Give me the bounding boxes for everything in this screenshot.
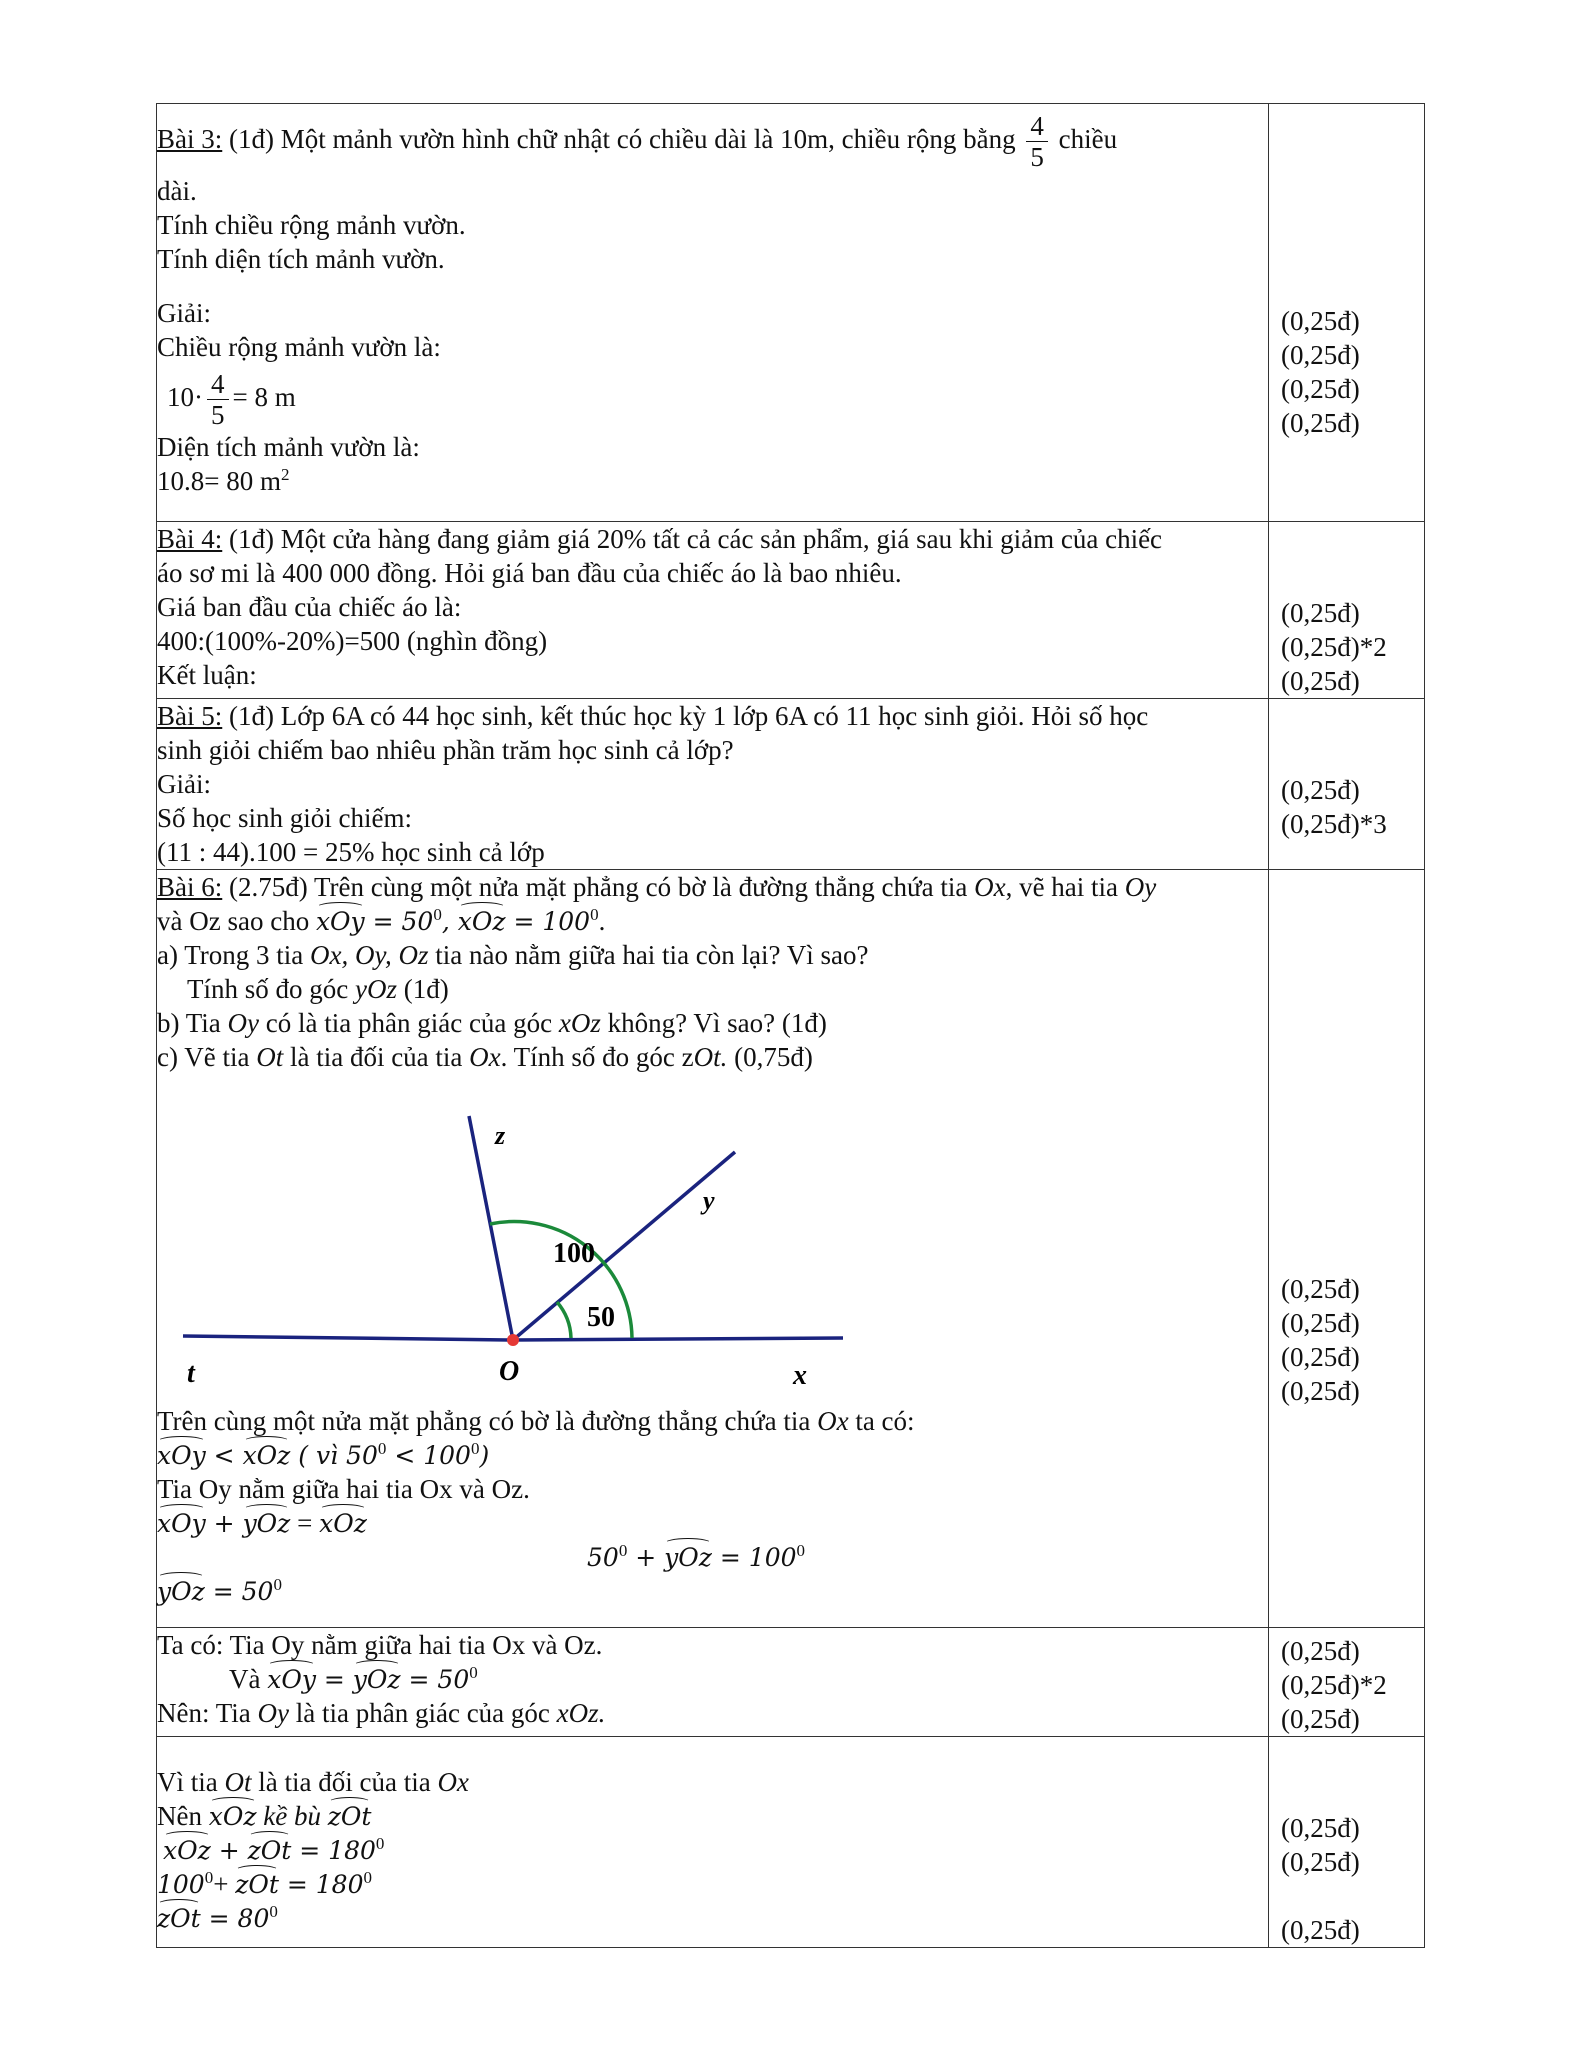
angle-zot: zOt <box>328 1800 372 1834</box>
spacer <box>157 276 1268 296</box>
text: = 50 <box>204 1577 274 1606</box>
text: (2.75đ) Trên cùng một nửa mặt phẳng có bờ là đường thẳng chứa tia <box>222 872 975 902</box>
ray-ot-line <box>183 1336 513 1340</box>
bai6-qb <box>157 1006 1268 1040</box>
bai3-content <box>157 104 1269 522</box>
angle-xoz: xOz <box>163 1834 211 1868</box>
text: kề bù <box>256 1801 328 1831</box>
score: (0,25đ) <box>1281 1813 1360 1843</box>
score: (0,25đ) <box>1281 1847 1360 1877</box>
angle-xoy: xOy <box>157 1439 206 1473</box>
bai3-text: (1đ) Một mảnh vườn hình chữ nhật có chiều dài là 10m, chiều rộng bằng <box>222 124 1016 154</box>
angle-zot: zOt <box>235 1868 279 1902</box>
angle-xoz: xOz <box>458 905 506 939</box>
bai4-content <box>157 522 1269 699</box>
bai4-line5: Kết luận: <box>157 660 257 690</box>
partb-scores <box>1269 1628 1425 1737</box>
text: Oy <box>257 1698 290 1728</box>
calc-b: = 8 m <box>232 382 296 412</box>
text: (1đ) <box>397 974 449 1004</box>
ray-oz-line <box>469 1116 513 1340</box>
text: ) <box>479 1441 490 1470</box>
row-bai4 <box>157 522 1425 699</box>
score: (0,25đ) <box>1281 1704 1360 1734</box>
row-partb <box>157 1628 1425 1737</box>
text: Ox <box>437 1767 469 1797</box>
text: yOz <box>355 974 397 1004</box>
bai6-title: Bài 6: <box>157 872 223 902</box>
score: (0,25đ)*2 <box>1281 1670 1387 1700</box>
text: tia nào nằm giữa hai tia còn lại? Vì sao? <box>428 940 869 970</box>
text: = 180 <box>278 1870 364 1899</box>
bai3-width-heading: Chiều rộng mảnh vườn là: <box>157 332 441 362</box>
text: Tính số đo góc <box>187 974 355 1004</box>
angle-zot: zOt <box>157 1902 201 1936</box>
deg: 0 <box>273 1575 282 1594</box>
text: , vẽ hai tia <box>1005 872 1125 902</box>
score: (0,25đ) <box>1281 1342 1360 1372</box>
frac-num: 4 <box>1026 111 1048 142</box>
bai4-line4: 400:(100%-20%)=500 (nghìn đồng) <box>157 626 548 656</box>
ray-oy: Oy <box>1124 872 1157 902</box>
text: Nên: Tia <box>157 1698 258 1728</box>
row-bai3 <box>157 104 1425 522</box>
text: không? Vì sao? (1đ) <box>600 1008 827 1038</box>
partc-line1 <box>157 1765 1268 1799</box>
label-t: t <box>187 1358 195 1389</box>
text: Ot <box>256 1042 284 1072</box>
text: (0,75đ) <box>727 1042 813 1072</box>
bai5-line2: sinh giỏi chiếm bao nhiêu phần trăm học sinh cả lớp? <box>157 735 734 765</box>
angle-xoz: xOz <box>243 1439 291 1473</box>
bai3-area-heading: Diện tích mảnh vườn là: <box>157 432 420 462</box>
label-o: O <box>499 1356 520 1387</box>
score: (0,25đ) <box>1281 1274 1360 1304</box>
bai6-sol5 <box>157 1540 1268 1574</box>
partc-line5 <box>157 1901 1268 1935</box>
area-sup: 2 <box>280 465 290 484</box>
score: (0,25đ)*2 <box>1281 632 1387 662</box>
text: < 100 <box>386 1441 471 1470</box>
bai3-title: Bài 3: <box>157 124 223 154</box>
calc-num: 4 <box>207 369 229 400</box>
text: a) Trong 3 tia <box>157 940 311 970</box>
deg: 0 <box>796 1541 806 1560</box>
deg: 0 <box>377 1439 387 1458</box>
bai5-title: Bài 5: <box>157 701 223 731</box>
angle-xoy: xOy <box>316 905 365 939</box>
score: (0,25đ) <box>1281 306 1360 336</box>
text: xOz <box>558 1008 601 1038</box>
score: (0,25đ) <box>1281 1308 1360 1338</box>
text: có là tia phân giác của góc <box>259 1008 559 1038</box>
bai4-line1 <box>157 522 1268 556</box>
bai3-line3: Tính chiều rộng mảnh vườn. <box>157 210 466 240</box>
bai5-line5: (11 : 44).100 = 25% học sinh cả lớp <box>157 837 545 867</box>
score: (0,25đ)*3 <box>1281 809 1387 839</box>
partb-line3 <box>157 1696 1268 1730</box>
row-partc <box>157 1737 1425 1948</box>
text: Và <box>229 1664 268 1694</box>
bai6-sol4 <box>157 1506 1268 1540</box>
deg: 0 <box>469 1663 478 1682</box>
deg: 0 <box>269 1902 278 1921</box>
text: . <box>598 906 606 936</box>
score: (0,25đ) <box>1281 374 1360 404</box>
score: (0,25đ) <box>1281 666 1360 696</box>
bai5-line4: Số học sinh giỏi chiếm: <box>157 803 412 833</box>
text: + <box>627 1543 665 1572</box>
figure-svg <box>157 1074 1257 1404</box>
bai3-giai: Giải: <box>157 298 211 328</box>
score: (0,25đ) <box>1281 408 1360 438</box>
bai5-line1 <box>157 699 1268 733</box>
text: + <box>205 1509 243 1538</box>
angle-figure <box>157 1074 1268 1404</box>
bai6-content <box>157 870 1269 1628</box>
bai5-line3: Giải: <box>157 769 211 799</box>
text: < <box>205 1441 243 1470</box>
label-z: z <box>495 1121 506 1150</box>
row-bai6 <box>157 870 1425 1628</box>
text: là tia đối của tia <box>283 1042 470 1072</box>
bai5-scores <box>1269 699 1425 870</box>
bai3-scores <box>1269 104 1425 522</box>
text: là tia phân giác của góc <box>289 1698 557 1728</box>
bai6-scores <box>1269 870 1425 1628</box>
partc-line3 <box>157 1833 1268 1867</box>
text: ta có: <box>848 1406 915 1436</box>
bai5-content <box>157 699 1269 870</box>
text: ( vì 50 <box>290 1441 378 1470</box>
bai6-sol6 <box>157 1574 1268 1608</box>
partb-line1: Ta có: Tia Oy nằm giữa hai tia Ox và Oz. <box>157 1630 603 1660</box>
point-o <box>507 1334 519 1346</box>
text: Oy <box>227 1008 260 1038</box>
label-angle-50: 50 <box>587 1302 615 1333</box>
deg: 0 <box>363 1868 372 1887</box>
bai6-line1 <box>157 870 1268 904</box>
bai6-qa <box>157 938 1268 972</box>
score: (0,25đ) <box>1281 1376 1360 1406</box>
bai3-line4: Tính diện tích mảnh vườn. <box>157 244 445 274</box>
text: = 80 <box>200 1904 270 1933</box>
bai3-text-end: chiều <box>1058 124 1118 154</box>
text: = <box>315 1665 353 1694</box>
bai6-qc <box>157 1040 1268 1074</box>
bai3-width-calc <box>157 364 1268 430</box>
label-y: y <box>703 1186 715 1215</box>
label-angle-100: 100 <box>553 1238 595 1269</box>
text: Ox <box>469 1042 501 1072</box>
ray-ox-line <box>513 1338 843 1340</box>
angle-yoz: yOz <box>157 1575 205 1609</box>
text: b) Tia <box>157 1008 228 1038</box>
angle-yoz: yOz <box>243 1507 291 1541</box>
text: Ox <box>817 1406 849 1436</box>
deg: 0 <box>204 1868 214 1887</box>
score: (0,25đ) <box>1281 340 1360 370</box>
text: Trên cùng một nửa mặt phẳng có bờ là đường thẳng chứa tia <box>157 1406 818 1436</box>
text: là tia đối của tia <box>251 1767 438 1797</box>
text: = 50 <box>400 1665 470 1694</box>
calc-den: 5 <box>211 400 225 431</box>
bai4-title: Bài 4: <box>157 524 223 554</box>
bai3-line1 <box>157 104 1268 174</box>
score: (0,25đ) <box>1281 775 1360 805</box>
score: (0,25đ) <box>1281 1636 1360 1666</box>
angle-yoz: yOz <box>664 1541 712 1575</box>
text: Ot. <box>693 1042 728 1072</box>
deg: 0 <box>618 1541 628 1560</box>
bai6-sol3: Tia Oy nằm giữa hai tia Ox và Oz. <box>157 1474 530 1504</box>
text: 50 <box>587 1543 619 1572</box>
angle-zot: zOt <box>248 1834 292 1868</box>
bai3-area-calc <box>157 464 1268 498</box>
text: + <box>210 1836 248 1865</box>
bai6-sol1 <box>157 1404 1268 1438</box>
angle-yoz: yOz <box>353 1663 401 1697</box>
bai6-line2: và Oz sao cho xOy = $50^0$, xOz = $100^0$. <box>157 904 1268 938</box>
partc-content <box>157 1737 1269 1948</box>
bai6-qa2 <box>157 972 1268 1006</box>
text: c) Vẽ tia <box>157 1042 257 1072</box>
fraction-calc <box>207 369 229 430</box>
ray-oy-line <box>513 1152 735 1340</box>
text: Vì tia <box>157 1767 225 1797</box>
text: 100 <box>157 1870 205 1899</box>
text: xOz. <box>556 1698 606 1728</box>
area-calc: 10.8= 80 m <box>157 466 281 496</box>
fraction-4-5 <box>1026 111 1048 172</box>
text: = 180 <box>291 1836 376 1865</box>
deg: 0 <box>590 905 599 924</box>
partb-content <box>157 1628 1269 1737</box>
angle-xoy: xOy <box>267 1663 316 1697</box>
text: Ox, Oy, Oz <box>310 940 429 970</box>
partc-line4 <box>157 1867 1268 1901</box>
bai4-line2: áo sơ mi là 400 000 đồng. Hỏi giá ban đầu của chiếc áo là bao nhiêu. <box>157 558 902 588</box>
bai4-text: (1đ) Một cửa hàng đang giảm giá 20% tất cả các sản phẩm, giá sau khi giảm của chiếc <box>222 524 1163 554</box>
text: = 50 <box>364 907 434 936</box>
text: = <box>290 1508 320 1538</box>
deg: 0 <box>375 1834 385 1853</box>
score: (0,25đ) <box>1281 598 1360 628</box>
deg: 0 <box>470 1439 480 1458</box>
text: Nên <box>157 1801 209 1831</box>
arc-angle-50 <box>557 1302 571 1338</box>
angle-xoz: xOz <box>319 1507 367 1541</box>
text: = 100 <box>505 907 591 936</box>
spacer <box>157 1737 1268 1765</box>
bai6-sol2 <box>157 1438 1268 1472</box>
ray-ox: Ox <box>974 872 1006 902</box>
text: + <box>213 1869 236 1899</box>
deg: 0 <box>433 905 442 924</box>
text: và Oz sao cho <box>157 906 316 936</box>
calc-a: 10· <box>167 382 203 412</box>
bai3-line2: dài. <box>157 176 197 206</box>
partc-line2 <box>157 1799 1268 1833</box>
partb-line2 <box>157 1662 1268 1696</box>
answer-table <box>156 103 1425 1948</box>
text: . Tính số đo góc z <box>500 1042 694 1072</box>
bai4-line3: Giá ban đầu của chiếc áo là: <box>157 592 462 622</box>
frac-den: 5 <box>1030 142 1044 173</box>
angle-xoy: xOy <box>157 1507 206 1541</box>
bai5-text: (1đ) Lớp 6A có 44 học sinh, kết thúc học kỳ 1 lớp 6A có 11 học sinh giỏi. Hỏi số học <box>222 701 1149 731</box>
bai4-scores <box>1269 522 1425 699</box>
label-x: x <box>793 1360 807 1391</box>
angle-xoz: xOz <box>209 1800 257 1834</box>
text: = 100 <box>711 1543 797 1572</box>
row-bai5 <box>157 699 1425 870</box>
text: Ot <box>224 1767 252 1797</box>
partc-scores <box>1269 1737 1425 1948</box>
score: (0,25đ) <box>1281 1915 1360 1945</box>
